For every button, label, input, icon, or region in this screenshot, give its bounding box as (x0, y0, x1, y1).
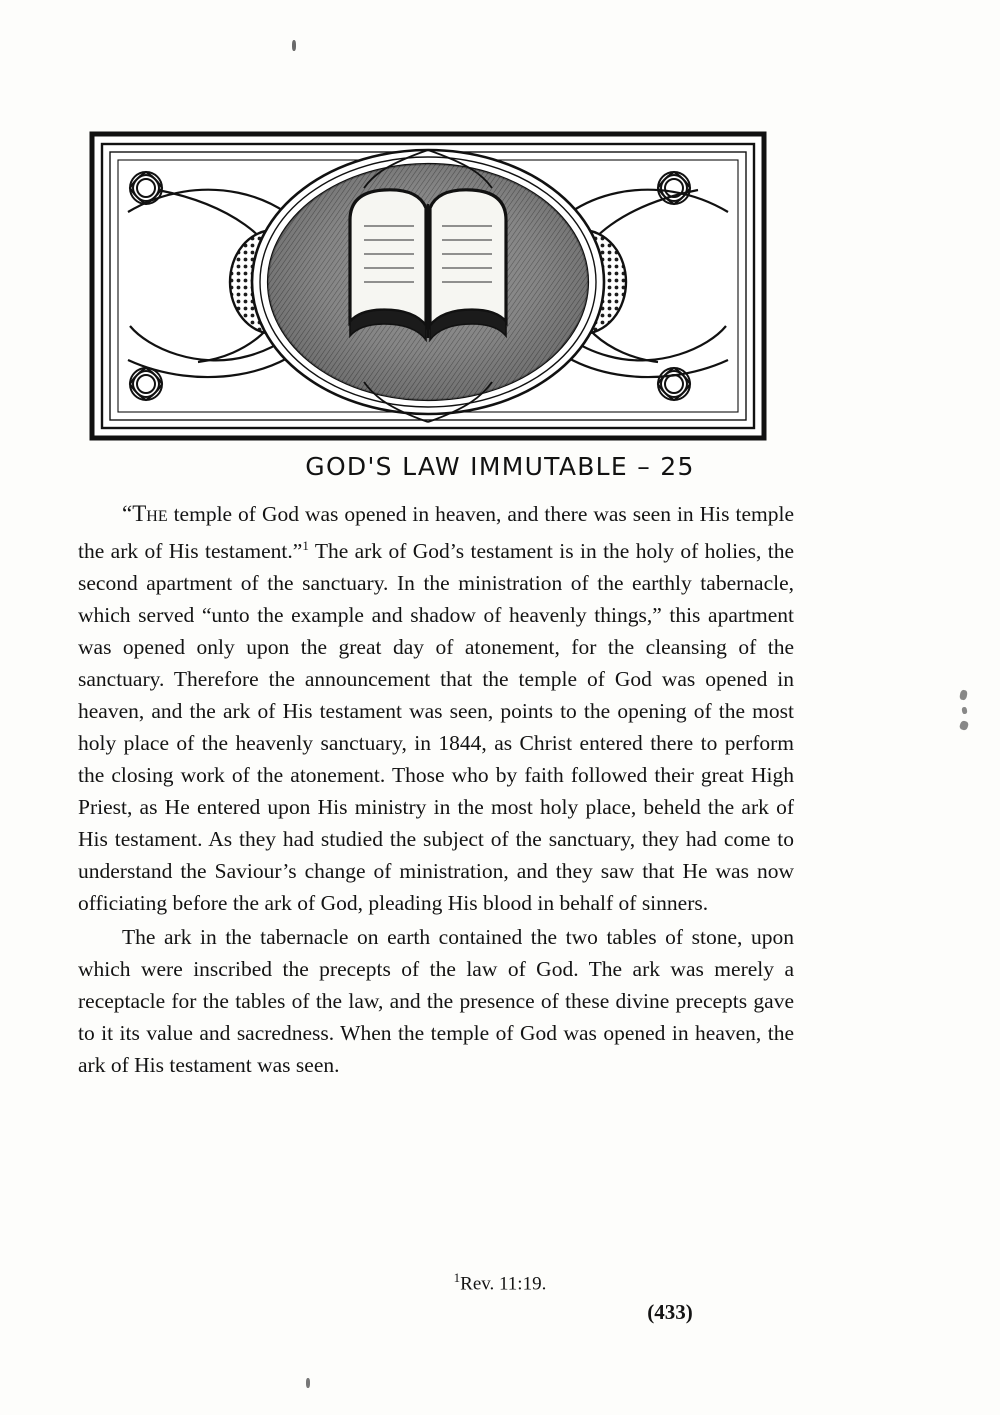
page-number: (433) (647, 1300, 693, 1324)
chapter-header-illustration (88, 130, 768, 442)
paragraph-1-quote: temple of God was opened in heaven, and there was seen in His temple the ark of His testament.” (78, 502, 794, 564)
footnote-text: Rev. 11:19. (460, 1273, 547, 1295)
body-text (78, 498, 794, 1081)
footnote-marker: 1 (453, 1270, 461, 1285)
footnote-reference-1: 1 (302, 538, 309, 553)
paragraph-2-text: The ark in the tabernacle on earth contained the two tables of stone, upon which were inscribed the precepts of the law of God. The ark was merely a receptacle for the tables of the law, and the presence of these divine precepts gave to it its value and sacredness. When the temple of God was opened in heaven, the ark of His testament was seen. (78, 925, 794, 1078)
footnote (0, 1270, 1000, 1295)
paragraph-1-rest: The ark of God’s testament is in the holy of holies, the second apartment of the sanctuary. In the ministration of the earthly tabernacle, which served “unto the example and shadow of heavenly things,” this apartment was opened only upon the great day of atonement, for the cleansing of the sanctuary. Therefore the announcement that the temple of God was opened in heaven, and the ark of His testament was seen, points to the opening of the most holy place of the heavenly sanctuary, in 1844, as Christ entered there to perform the closing work of the atonement. Those who by faith followed their great High Priest, as He entered upon His ministry in the most holy place, beheld the ark of His testament. As they had studied the subject of the sanctuary, they had come to understand the Saviour’s change of ministration, and they saw that He was now officiating before the ark of God, pleading His blood in behalf of sinners. (78, 539, 794, 916)
page-title: GOD'S LAW IMMUTABLE – 25 (305, 452, 695, 481)
paragraph-2 (78, 921, 794, 1081)
paragraph-1 (78, 498, 794, 919)
paper-speck-margin (960, 690, 970, 760)
paper-speck-bottom (306, 1378, 310, 1388)
paragraph-1-lead: “The (122, 501, 168, 526)
stone-tablets-engraving-icon (88, 130, 768, 442)
paper-speck-top (292, 40, 296, 51)
